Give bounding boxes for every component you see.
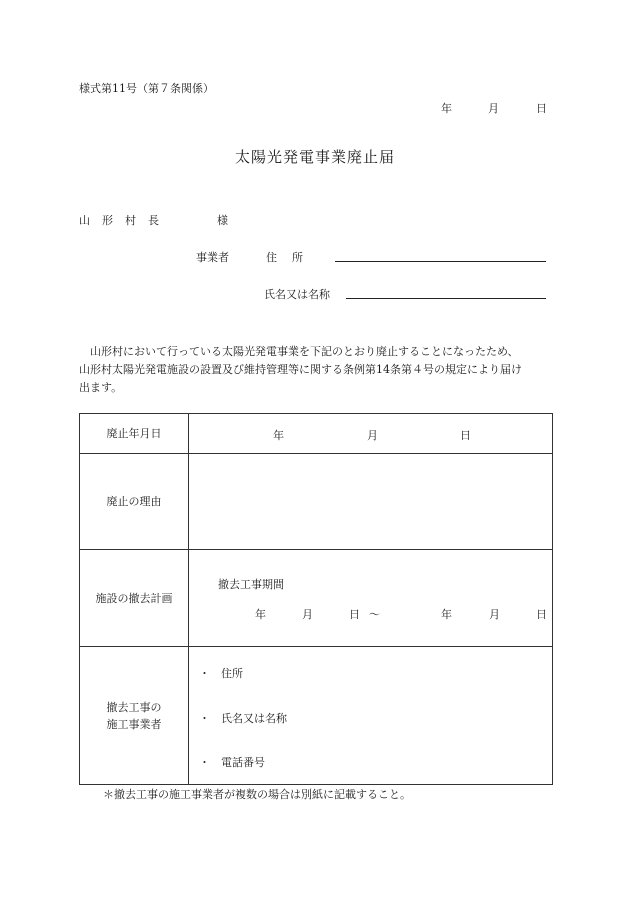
contractor-address-item: [199, 665, 243, 681]
removal-to-year: 年: [441, 608, 452, 621]
contractor-header: [80, 647, 189, 785]
addressee-name-text: 山形村長: [79, 214, 171, 227]
abolition-month-label: 月: [367, 429, 378, 442]
abolition-year-label: 年: [273, 429, 284, 442]
applicant-address-label: 住 所: [266, 251, 305, 264]
bullet-dot-icon: ・: [199, 712, 210, 725]
contractor-address-label: 住所: [221, 667, 243, 680]
addressee-name: [79, 212, 171, 228]
table-row-removal-plan: [80, 550, 553, 647]
removal-from-day: 日: [349, 608, 360, 621]
removal-to-month: 月: [489, 608, 500, 621]
removal-period-label: 撤去工事期間: [218, 578, 284, 591]
table-row-contractor: [80, 647, 553, 785]
bullet-dot-icon: ・: [199, 756, 210, 769]
abolition-table: [79, 413, 553, 785]
removal-plan-cell[interactable]: [189, 550, 553, 647]
removal-from-month: 月: [302, 608, 313, 621]
form-number: 様式第11号（第７条関係）: [79, 82, 214, 95]
top-date-month-label: 月: [488, 102, 499, 115]
abolition-date-header: 廃止年月日: [80, 414, 189, 454]
body-line-2: 山形村太陽光発電施設の設置及び維持管理等に関する条例第14条第４号の規定により届け: [79, 363, 522, 376]
contractor-phone-label: 電話番号: [221, 756, 265, 769]
body-paragraph: [79, 343, 554, 397]
removal-to-day: 日: [536, 608, 547, 621]
body-line-3: 出ます。: [79, 381, 123, 394]
removal-from-year: 年: [255, 608, 266, 621]
abolition-day-label: 日: [460, 429, 471, 442]
contractor-cell[interactable]: [189, 647, 553, 785]
removal-plan-header: 施設の撤去計画: [80, 550, 189, 647]
addressee-honorific: 様: [217, 214, 228, 227]
contractor-header-line-2: 施工事業者: [106, 717, 162, 731]
top-date-day-label: 日: [536, 102, 547, 115]
applicant-name-line[interactable]: [346, 298, 546, 299]
reason-cell[interactable]: [189, 454, 553, 550]
contractor-name-item: [199, 710, 287, 726]
reason-header: 廃止の理由: [80, 454, 189, 550]
table-row-abolition-date: [80, 414, 553, 454]
footnote: ＊撤去工事の施工事業者が複数の場合は別紙に記載すること。: [103, 788, 411, 801]
bullet-dot-icon: ・: [199, 667, 210, 680]
applicant-name-label: 氏名又は名称: [264, 288, 330, 301]
table-row-reason: [80, 454, 553, 550]
top-date-year-label: 年: [441, 102, 452, 115]
document-title: 太陽光発電事業廃止届: [234, 148, 395, 166]
abolition-date-cell[interactable]: [189, 414, 553, 454]
applicant-label: 事業者: [196, 251, 229, 264]
removal-period-separator: ～: [369, 608, 380, 621]
contractor-header-line-1: 撤去工事の: [106, 700, 162, 714]
contractor-name-label: 氏名又は名称: [221, 712, 287, 725]
body-line-1: 山形村において行っている太陽光発電事業を下記のとおり廃止することになったため、: [79, 345, 519, 358]
contractor-phone-item: [199, 754, 265, 770]
applicant-address-line[interactable]: [335, 261, 546, 262]
